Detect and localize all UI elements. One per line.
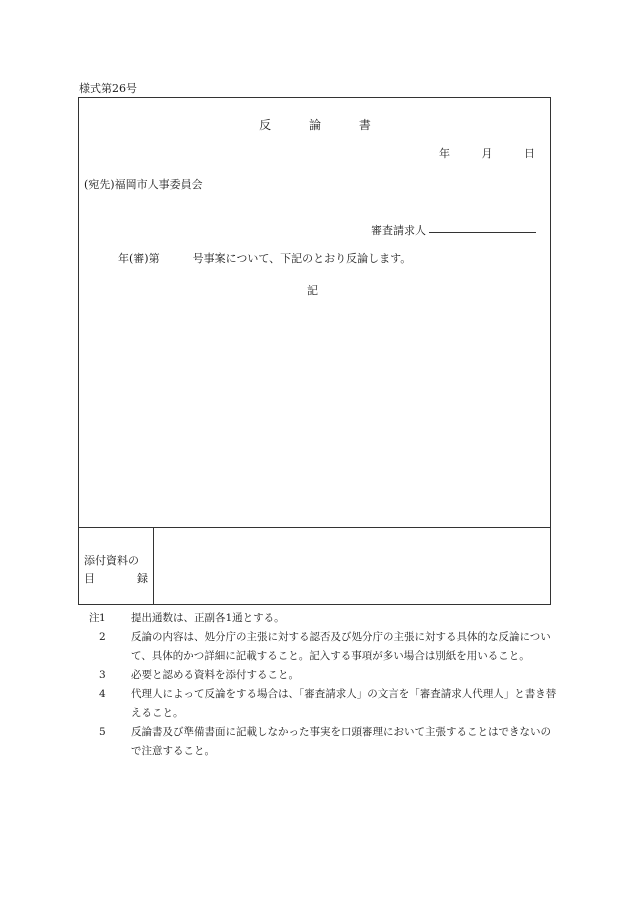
note-text: 提出通数は、正副各1通とする。 — [131, 612, 285, 624]
ki-heading: 記 — [307, 284, 318, 297]
attachment-content-field[interactable] — [154, 528, 551, 605]
notes-prefix: 注 — [89, 612, 100, 624]
attachment-label-line1: 添付資料の — [84, 554, 139, 567]
form-number: 様式第26号 — [79, 82, 137, 95]
note-text: 反論書及び準備書面に記載しなかった事実を口頭審理において主張することはできないので注意すること。 — [131, 726, 551, 757]
note-number: 3 — [99, 669, 106, 681]
requester-name-field[interactable] — [429, 232, 536, 233]
document-title — [0, 116, 630, 133]
title-char-3: 書 — [358, 118, 371, 132]
note-item-4 — [89, 685, 559, 723]
note-number: 5 — [99, 726, 106, 738]
date-month: 月 — [481, 147, 493, 160]
title-char-2: 論 — [308, 118, 321, 132]
notes — [89, 609, 559, 761]
date-year: 年 — [439, 147, 450, 160]
note-text: 代理人によって反論をする場合は、「審査請求人」の文言を「審査請求人代理人」と書き替えること。 — [131, 688, 557, 719]
note-item-2 — [89, 628, 559, 666]
note-item-5 — [89, 723, 559, 761]
attachment-row — [78, 527, 551, 605]
note-text: 反論の内容は、処分庁の主張に対する認否及び処分庁の主張に対する具体的な反論について、具体的かつ詳細に記載すること。記入する事項が多い場合は別紙を用いること。 — [131, 631, 551, 662]
date-line — [411, 145, 535, 161]
note-number: 2 — [99, 631, 106, 643]
title-char-1: 反 — [259, 118, 272, 132]
note-item-3 — [89, 666, 559, 685]
note-number: 1 — [99, 612, 106, 624]
attachment-label-cell — [78, 528, 154, 605]
note-number: 4 — [99, 688, 106, 700]
statement: 年(審)第 号事案について、下記のとおり反論します。 — [118, 252, 412, 265]
note-text: 必要と認める資料を添付すること。 — [131, 669, 299, 681]
note-item-1 — [89, 609, 559, 628]
attachment-label-roku: 録 — [137, 572, 148, 585]
date-day: 日 — [524, 147, 535, 160]
attachment-label-mok: 目 — [84, 572, 95, 585]
attachment-label-line2 — [84, 570, 148, 586]
addressee: (宛先)福岡市人事委員会 — [84, 178, 203, 191]
requester-label: 審査請求人 — [371, 224, 426, 237]
